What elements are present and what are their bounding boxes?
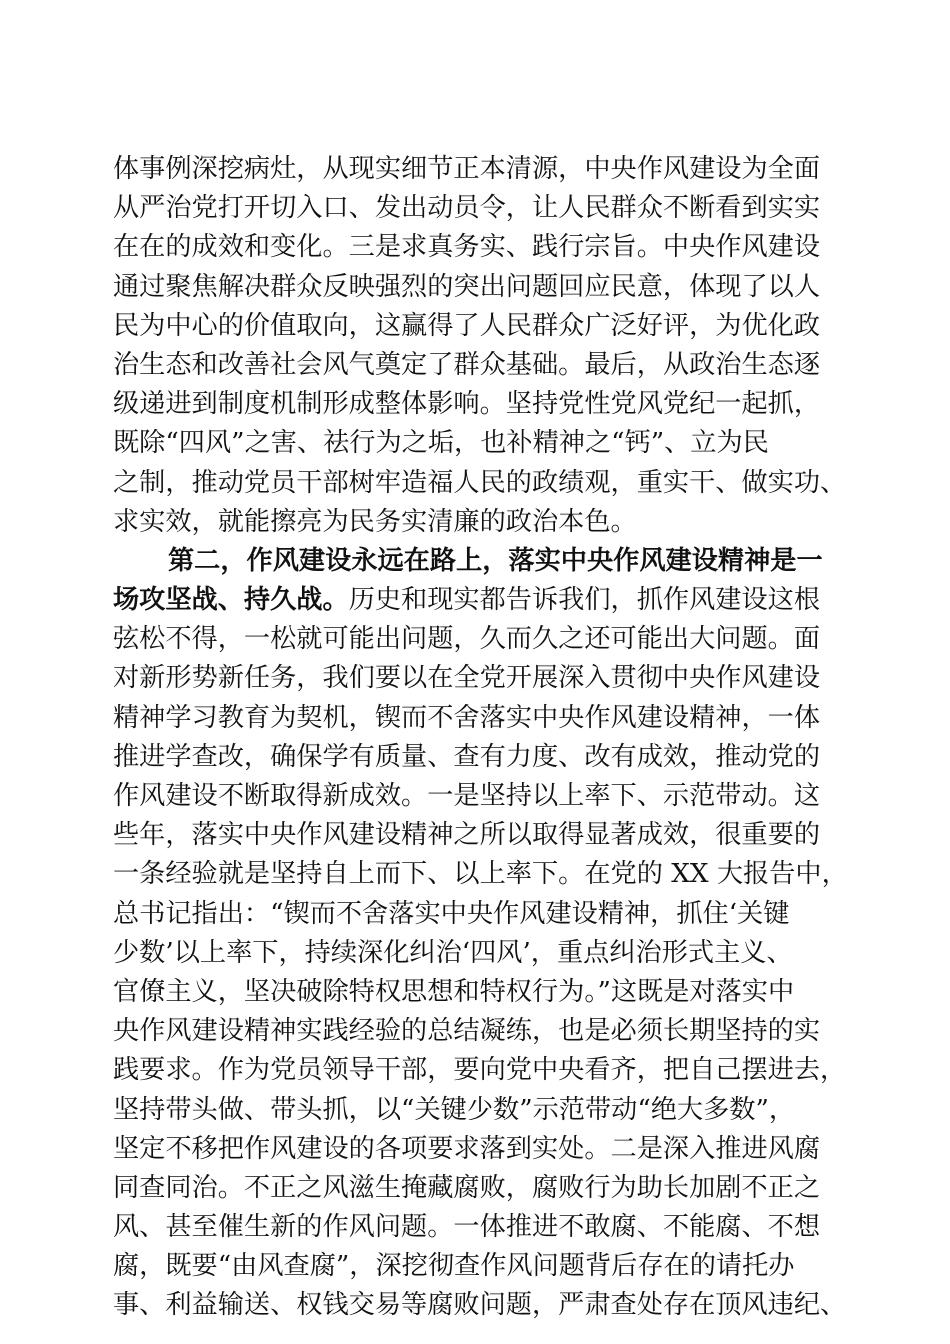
text-line <box>113 620 853 659</box>
text-line <box>113 150 853 189</box>
text-run: 一条经验就是坚持自上而下、以上率下。在党的 XX 大报告中， <box>113 859 848 890</box>
text-run: 推进学查改，确保学有质量、查有力度、改有成效，推动党的 <box>113 741 821 772</box>
text-line <box>113 1208 853 1247</box>
text-line <box>113 895 853 934</box>
text-run: 坚定不移把作风建设的各项要求落到实处。二是深入推进风腐 <box>113 1133 821 1164</box>
bold-text-run: 场攻坚战、持久战。 <box>113 585 349 616</box>
text-line <box>113 738 853 777</box>
text-line <box>113 189 853 228</box>
text-run: 历史和现实都告诉我们，抓作风建设这根 <box>348 585 821 616</box>
text-line <box>113 1247 853 1286</box>
text-line <box>113 934 853 973</box>
text-line <box>113 1130 853 1169</box>
text-line <box>113 424 853 463</box>
text-run: 之制，推动党员干部树牢造福人民的政绩观，重实干、做实功、 <box>113 467 847 498</box>
text-run: 官僚主义，坚决破除特权思想和特权行为。”这既是对落实中 <box>113 976 795 1007</box>
text-line <box>113 542 853 581</box>
text-line <box>113 503 853 542</box>
text-run: 求实效，就能擦亮为民务实清廉的政治本色。 <box>113 506 637 537</box>
text-run: 事、利益输送、权钱交易等腐败问题，严肃查处存在顶风违纪、 <box>113 1290 847 1321</box>
text-line <box>113 464 853 503</box>
text-line <box>113 228 853 267</box>
text-line <box>113 1169 853 1208</box>
text-run: 腐，既要“由风查腐”，深挖彻查作风问题背后存在的请托办 <box>113 1251 795 1282</box>
text-line <box>113 699 853 738</box>
text-line <box>113 855 853 894</box>
text-run: 体事例深挖病灶，从现实细节正本清源，中央作风建设为全面 <box>113 154 821 184</box>
text-line <box>113 1012 853 1051</box>
text-line <box>113 777 853 816</box>
text-run: 些年，落实中央作风建设精神之所以取得显著成效，很重要的 <box>113 820 821 851</box>
text-run: 级递进到制度机制形成整体影响。坚持党性党风党纪一起抓， <box>113 389 821 420</box>
text-run: 民为中心的价值取向，这赢得了人民群众广泛好评，为优化政 <box>113 310 821 341</box>
text-line <box>113 346 853 385</box>
text-run: 作风建设不断取得新成效。一是坚持以上率下、示范带动。这 <box>113 781 821 811</box>
text-run: 既除“四风”之害、祛行为之垢，也补精神之“钙”、立为民 <box>113 428 769 459</box>
text-line <box>113 581 853 620</box>
text-line <box>113 268 853 307</box>
text-line <box>113 816 853 855</box>
text-run: 风、甚至催生新的作风问题。一体推进不敢腐、不能腐、不想 <box>113 1212 821 1243</box>
text-run: 央作风建设精神实践经验的总结凝练，也是必须长期坚持的实 <box>113 1016 821 1047</box>
text-run: 坚持带头做、带头抓，以“关键少数”示范带动“绝大多数”， <box>113 1094 796 1125</box>
bold-text-run: 第二，作风建设永远在路上，落实中央作风建设精神是一 <box>168 545 823 576</box>
text-line <box>113 385 853 424</box>
text-run: 精神学习教育为契机，锲而不舍落实中央作风建设精神，一体 <box>113 702 821 733</box>
text-run: 通过聚焦解决群众反映强烈的突出问题回应民意，体现了以人 <box>113 271 821 302</box>
text-line <box>113 1091 853 1130</box>
text-line <box>113 1286 853 1325</box>
text-run: 从严治党打开切入口、发出动员令，让人民群众不断看到实实 <box>113 193 821 224</box>
text-line <box>113 307 853 346</box>
text-run: 少数’以上率下，持续深化纠治‘四风’，重点纠治形式主义、 <box>113 937 793 968</box>
text-run: 弦松不得，一松就可能出问题，久而久之还可能出大问题。面 <box>113 624 821 655</box>
text-line <box>113 973 853 1012</box>
body-text <box>113 150 853 1326</box>
text-line <box>113 1051 853 1090</box>
text-run: 总书记指出：“锲而不舍落实中央作风建设精神，抓住‘关键 <box>113 898 790 929</box>
text-line <box>113 659 853 698</box>
text-run: 治生态和改善社会风气奠定了群众基础。最后，从政治生态逐 <box>113 349 821 380</box>
text-run: 同查同治。不正之风滋生掩藏腐败，腐败行为助长加剧不正之 <box>113 1172 821 1203</box>
text-run: 在在的成效和变化。三是求真务实、践行宗旨。中央作风建设 <box>113 232 821 263</box>
text-run: 对新形势新任务，我们要以在全党开展深入贯彻中央作风建设 <box>113 663 821 694</box>
text-run: 践要求。作为党员领导干部，要向党中央看齐，把自己摆进去， <box>113 1055 847 1086</box>
